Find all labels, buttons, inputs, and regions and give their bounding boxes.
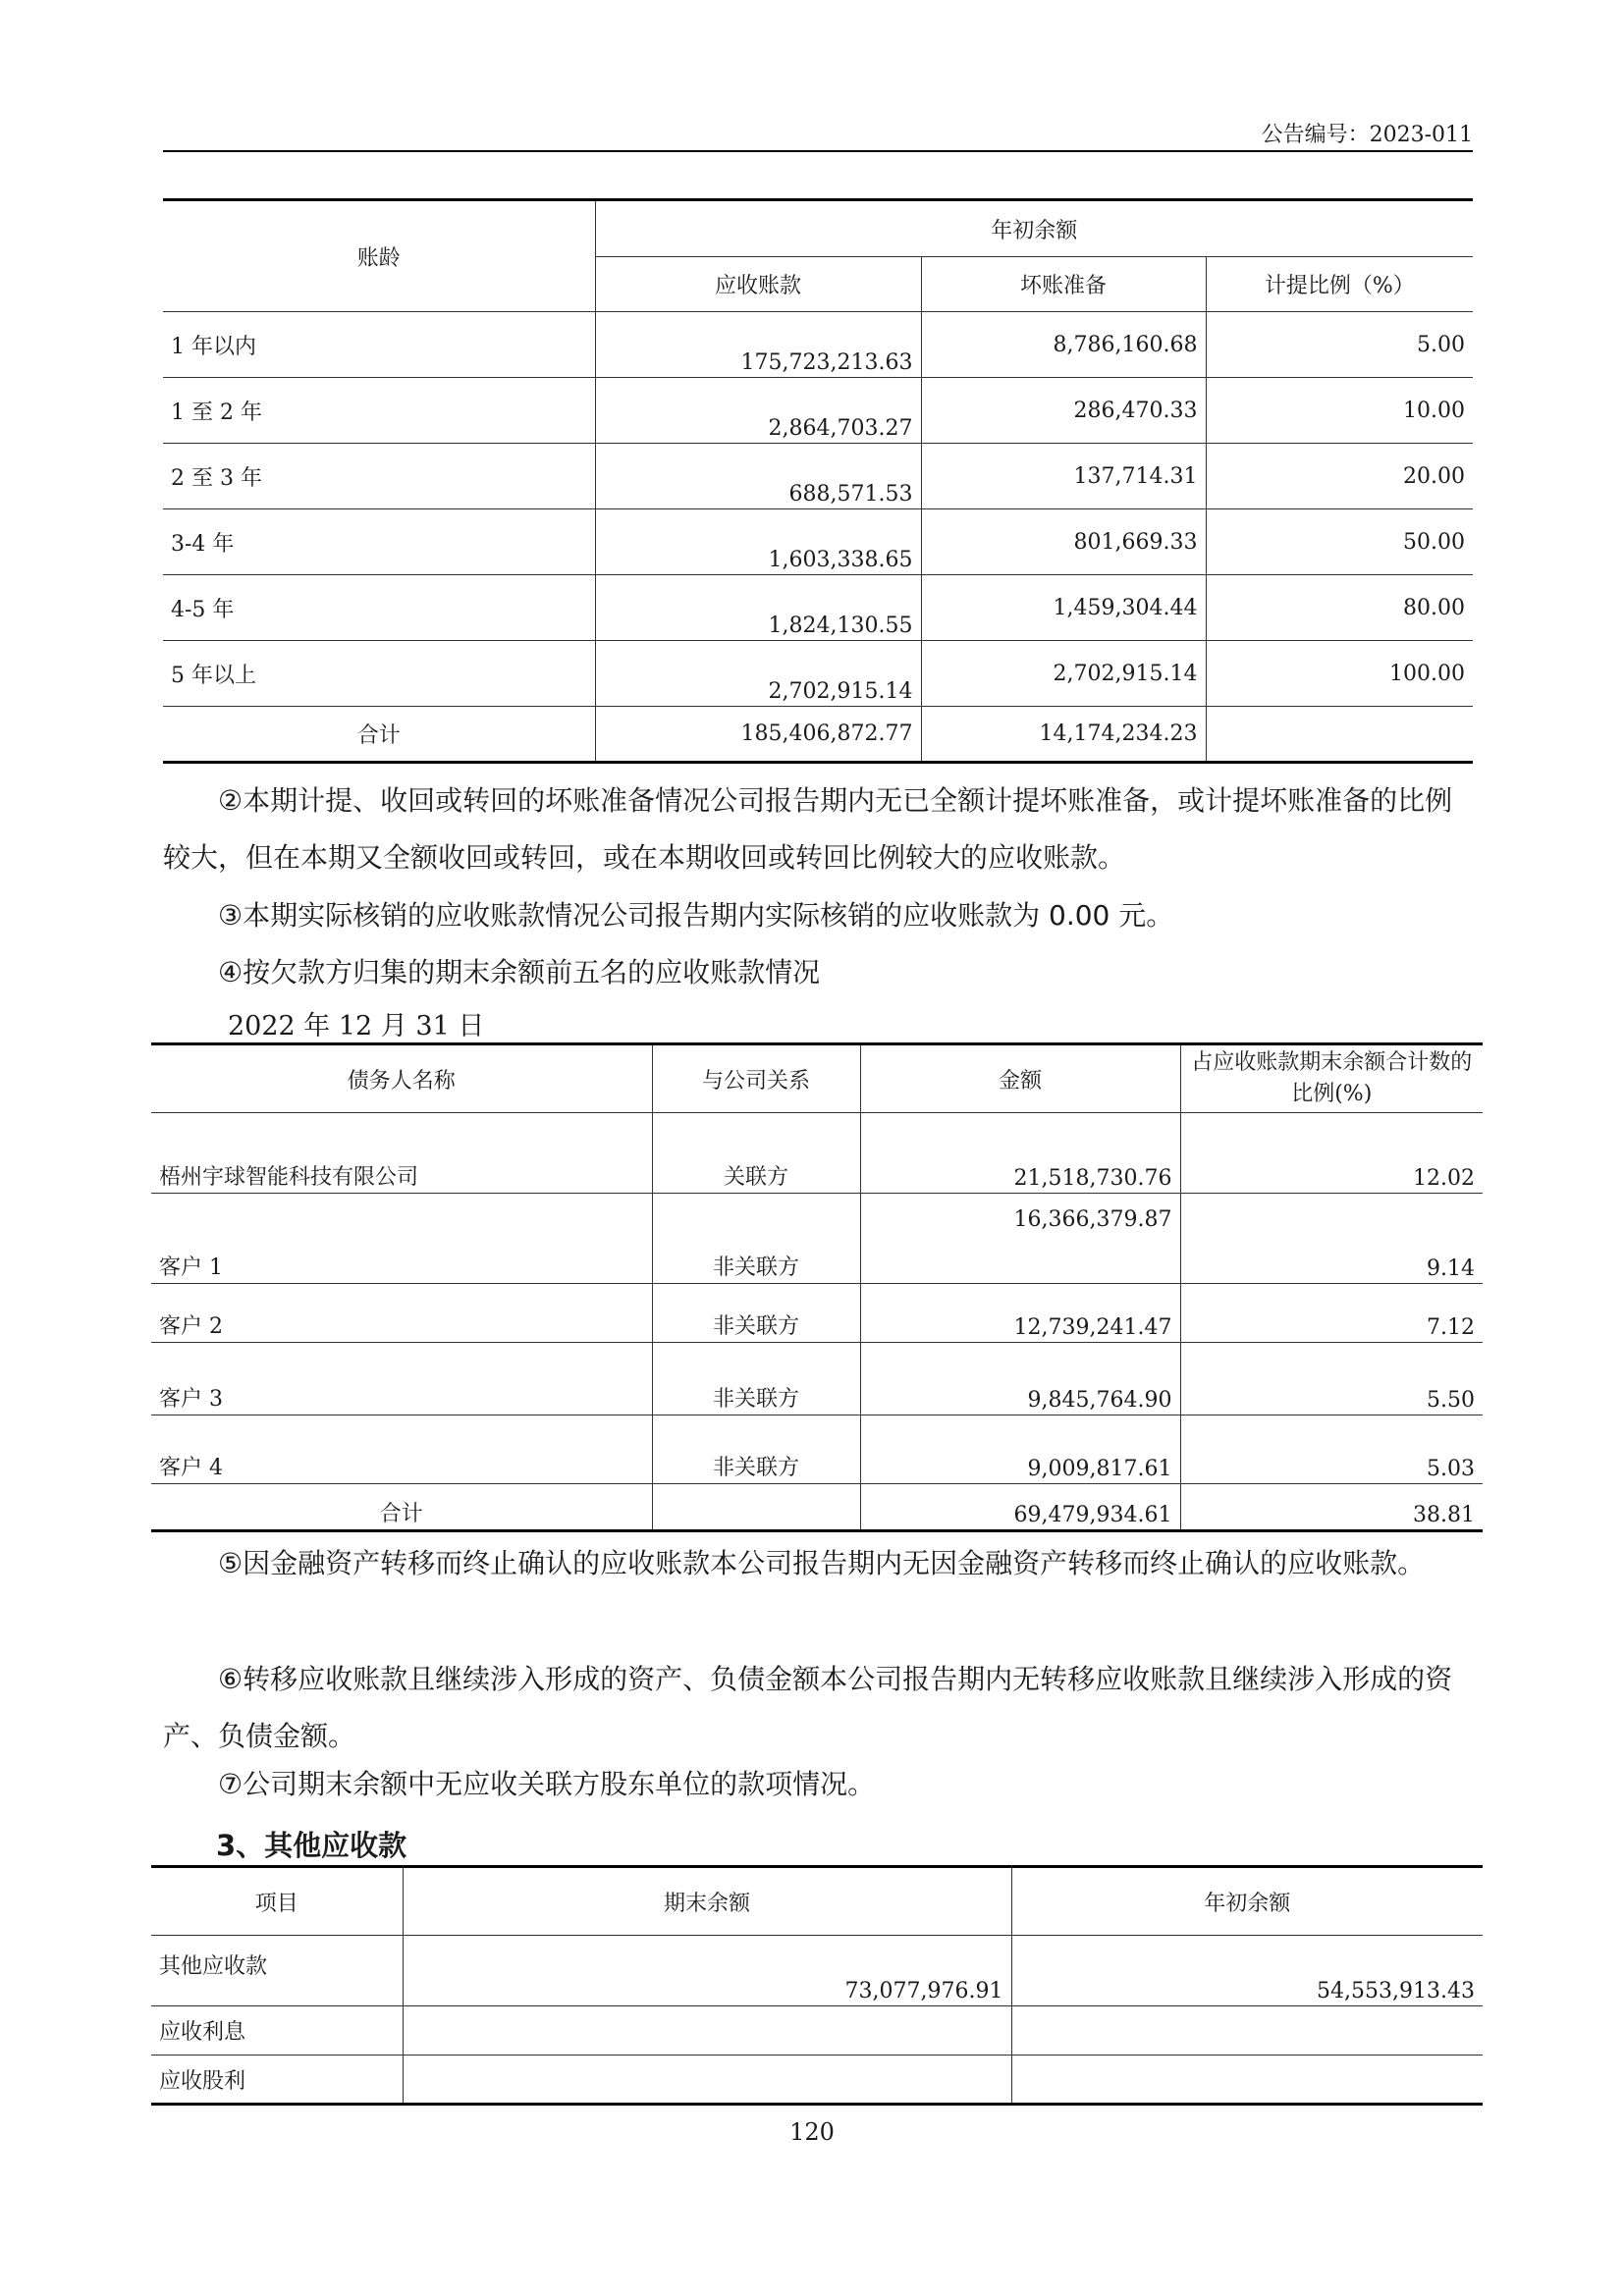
receivable-cell: 2,864,703.27: [595, 378, 921, 444]
age-cell: 5 年以上: [163, 641, 595, 707]
paragraph-7: ⑦公司期末余额中无应收关联方股东单位的款项情况。: [218, 1768, 876, 1800]
page-number: 120: [789, 2118, 835, 2146]
relation-header: 与公司关系: [652, 1044, 860, 1113]
end-balance-cell: [403, 2006, 1011, 2056]
total-receivable: 185,406,872.77: [595, 707, 921, 763]
ratio-cell: 20.00: [1206, 444, 1473, 509]
paragraph-3: ③本期实际核销的应收账款情况公司报告期内实际核销的应收账款为 0.00 元。: [218, 899, 1174, 932]
receivable-cell: 1,824,130.55: [595, 575, 921, 641]
relation-cell: 非关联方: [652, 1194, 860, 1284]
amount-cell: 21,518,730.76: [860, 1113, 1180, 1194]
report-date: 2022 年 12 月 31 日: [228, 1011, 485, 1041]
begin-balance-cell: 54,553,913.43: [1011, 1936, 1483, 2006]
paragraph-6: ⑥转移应收账款且继续涉入形成的资产、负债金额本公司报告期内无转移应收账款且继续涉入形成的资产、负债金额。: [163, 1663, 1453, 1752]
ratio-cell: 5.03: [1180, 1415, 1483, 1484]
total-amount: 69,479,934.61: [860, 1484, 1180, 1531]
debtor-header: 债务人名称: [151, 1044, 652, 1113]
section-title: 3、其他应收款: [216, 1829, 407, 1862]
total-label: 合计: [151, 1484, 652, 1531]
group-header: 年初余额: [595, 200, 1473, 257]
end-balance-cell: 73,077,976.91: [403, 1936, 1011, 2006]
debtor-cell: 客户 1: [151, 1194, 652, 1284]
total-ratio: [1206, 707, 1473, 763]
total-row: [163, 707, 1473, 763]
other-receivables-table: [151, 1865, 1483, 2106]
table-row: [163, 575, 1473, 641]
item-cell: 其他应收款: [151, 1936, 403, 2006]
item-cell: 应收利息: [151, 2006, 403, 2056]
ratio-header: 计提比例（%）: [1206, 257, 1473, 312]
item-header: 项目: [151, 1867, 403, 1936]
bad-debt-cell: 801,669.33: [921, 509, 1206, 575]
paragraph-4: ④按欠款方归集的期末余额前五名的应收账款情况: [218, 956, 821, 988]
total-row: [151, 1484, 1483, 1531]
relation-cell: 关联方: [652, 1113, 860, 1194]
table-row: [151, 1415, 1483, 1484]
receivable-cell: 688,571.53: [595, 444, 921, 509]
ratio-header: 占应收账款期末余额合计数的比例(%): [1180, 1044, 1483, 1113]
table-row: [151, 2056, 1483, 2105]
table-row: [163, 378, 1473, 444]
table-row: [163, 509, 1473, 575]
table-row: [163, 312, 1473, 378]
ratio-cell: 7.12: [1180, 1284, 1483, 1343]
amount-cell: 16,366,379.87: [860, 1194, 1180, 1284]
begin-balance-cell: [1011, 2056, 1483, 2105]
receivable-header: 应收账款: [595, 257, 921, 312]
amount-cell: 9,009,817.61: [860, 1415, 1180, 1484]
table-row: [151, 1113, 1483, 1194]
table-row: [151, 1936, 1483, 2006]
total-bad-debt: 14,174,234.23: [921, 707, 1206, 763]
total-relation: [652, 1484, 860, 1531]
bad-debt-cell: 2,702,915.14: [921, 641, 1206, 707]
age-cell: 4-5 年: [163, 575, 595, 641]
debtor-cell: 客户 4: [151, 1415, 652, 1484]
receivable-cell: 175,723,213.63: [595, 312, 921, 378]
item-cell: 应收股利: [151, 2056, 403, 2105]
header-rule: [163, 150, 1473, 152]
table-row: [163, 641, 1473, 707]
ratio-cell: 9.14: [1180, 1194, 1483, 1284]
bad-debt-cell: 137,714.31: [921, 444, 1206, 509]
ratio-cell: 12.02: [1180, 1113, 1483, 1194]
relation-cell: 非关联方: [652, 1284, 860, 1343]
table-row: [151, 1284, 1483, 1343]
receivable-cell: 1,603,338.65: [595, 509, 921, 575]
bad-debt-cell: 1,459,304.44: [921, 575, 1206, 641]
table-row: [151, 2006, 1483, 2056]
ratio-cell: 80.00: [1206, 575, 1473, 641]
amount-header: 金额: [860, 1044, 1180, 1113]
paragraph-5: ⑤因金融资产转移而终止确认的应收账款本公司报告期内无因金融资产转移而终止确认的应收账款。: [218, 1547, 1426, 1579]
debtor-cell: 梧州宇球智能科技有限公司: [151, 1113, 652, 1194]
age-cell: 1 至 2 年: [163, 378, 595, 444]
table-row: [151, 1194, 1483, 1284]
end-balance-cell: [403, 2056, 1011, 2105]
debtor-cell: 客户 2: [151, 1284, 652, 1343]
begin-balance-cell: [1011, 2006, 1483, 2056]
amount-cell: 9,845,764.90: [860, 1343, 1180, 1415]
bad-debt-cell: 8,786,160.68: [921, 312, 1206, 378]
ratio-cell: 50.00: [1206, 509, 1473, 575]
age-cell: 1 年以内: [163, 312, 595, 378]
ratio-cell: 10.00: [1206, 378, 1473, 444]
begin-balance-header: 年初余额: [1011, 1867, 1483, 1936]
aging-table: [163, 198, 1473, 764]
ratio-cell: 5.00: [1206, 312, 1473, 378]
age-cell: 2 至 3 年: [163, 444, 595, 509]
table-row: [163, 444, 1473, 509]
debtor-cell: 客户 3: [151, 1343, 652, 1415]
paragraph-2: ②本期计提、收回或转回的坏账准备情况公司报告期内无已全额计提坏账准备，或计提坏账准备的比例较大，但在本期又全额收回或转回，或在本期收回或转回比例较大的应收账款。: [163, 784, 1453, 874]
total-label: 合计: [163, 707, 595, 763]
age-cell: 3-4 年: [163, 509, 595, 575]
bad-debt-cell: 286,470.33: [921, 378, 1206, 444]
top-debtors-table: [151, 1042, 1483, 1532]
relation-cell: 非关联方: [652, 1343, 860, 1415]
amount-cell: 12,739,241.47: [860, 1284, 1180, 1343]
document-number: 公告编号：2023-011: [1261, 123, 1473, 147]
ratio-cell: 5.50: [1180, 1343, 1483, 1415]
receivable-cell: 2,702,915.14: [595, 641, 921, 707]
total-ratio: 38.81: [1180, 1484, 1483, 1531]
table-row: [151, 1343, 1483, 1415]
bad-debt-header: 坏账准备: [921, 257, 1206, 312]
end-balance-header: 期末余额: [403, 1867, 1011, 1936]
age-header: 账龄: [163, 200, 595, 312]
ratio-cell: 100.00: [1206, 641, 1473, 707]
relation-cell: 非关联方: [652, 1415, 860, 1484]
